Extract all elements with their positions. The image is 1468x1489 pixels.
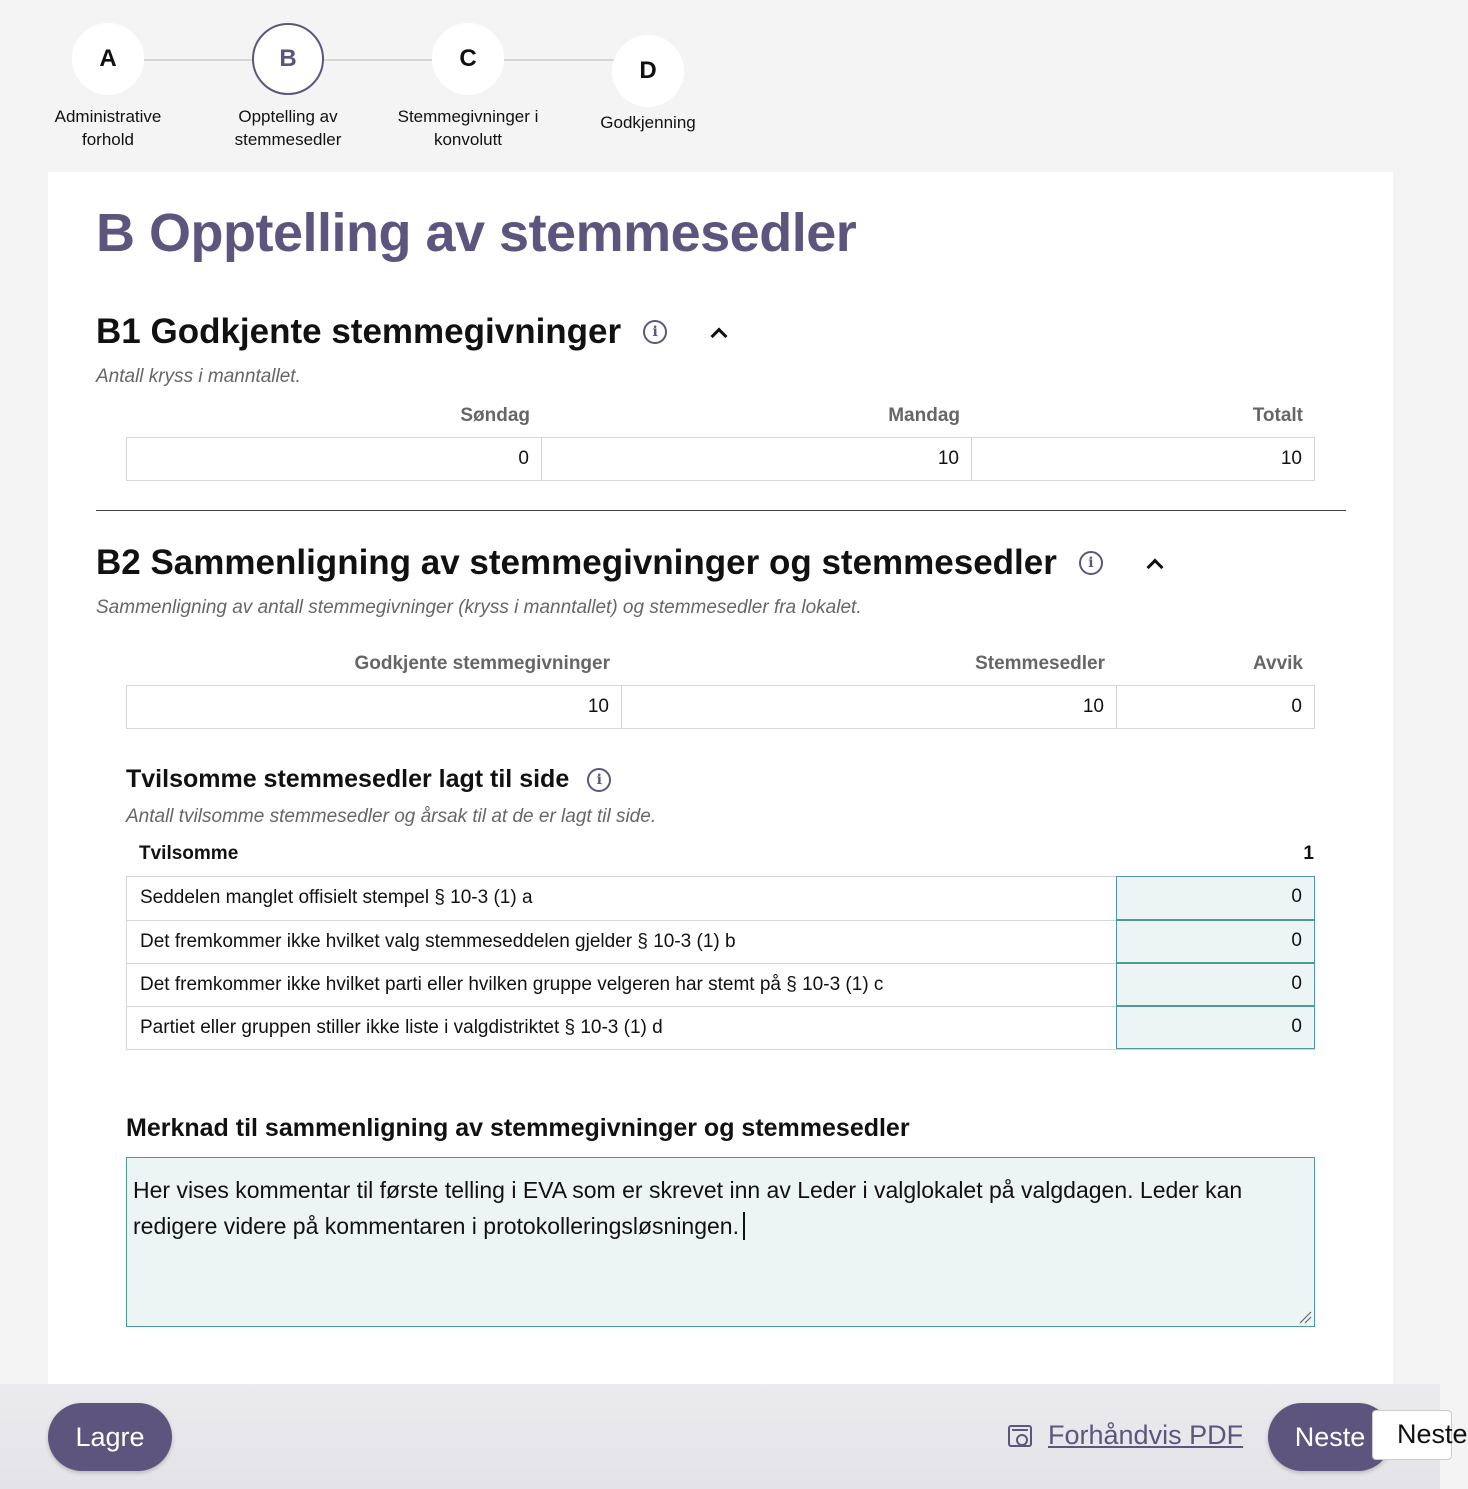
- b2-collapse-chevron-icon[interactable]: [1146, 559, 1163, 576]
- b2-header-approved: Godkjente stemmegivninger: [354, 653, 610, 674]
- b2-info-icon[interactable]: i: [1079, 551, 1103, 575]
- remark-text: Her vises kommentar til første telling i EVA som er skrevet inn av Leder i valglokalet på valgdagen. Leder kan redigere videre på kommentaren i protokolleringsløsningen.: [133, 1177, 1243, 1239]
- table-row: [127, 920, 1314, 963]
- b2-title: B2 Sammenligning av stemmegivninger og stemmesedler: [96, 543, 1057, 582]
- b2-header-ballots: Stemmesedler: [975, 653, 1105, 674]
- table-row: [127, 877, 1314, 920]
- preview-eye-icon: [1008, 1425, 1032, 1447]
- preview-pdf-link[interactable]: [1008, 1420, 1243, 1451]
- next-tooltip: Neste: [1372, 1410, 1452, 1460]
- step-d-circle: D: [612, 35, 684, 107]
- doubtful-title-row: [126, 765, 611, 794]
- table-row: [127, 1006, 1314, 1049]
- doubtful-count-input-c[interactable]: 0: [1116, 963, 1315, 1006]
- b1-header-sunday: Søndag: [460, 405, 530, 426]
- b1-header-monday: Mandag: [888, 405, 960, 426]
- b1-title: B1 Godkjente stemmegivninger: [96, 312, 622, 351]
- b2-ballots-value: 10: [621, 685, 1117, 729]
- doubtful-info-icon[interactable]: i: [587, 768, 611, 792]
- doubtful-header-label: Tvilsomme: [139, 843, 239, 864]
- doubtful-count-input-b[interactable]: 0: [1116, 920, 1315, 963]
- step-a-circle: A: [72, 23, 144, 95]
- doubtful-reason-label: Det fremkommer ikke hvilket parti eller hvilken gruppe velgeren har stemt på § 10-3 (1) c: [140, 974, 884, 995]
- text-caret: [743, 1212, 745, 1240]
- resize-handle-icon[interactable]: [1298, 1310, 1312, 1324]
- doubtful-subtitle: Antall tvilsomme stemmesedler og årsak til at de er lagt til side.: [126, 806, 657, 827]
- doubtful-header-total: 1: [1303, 843, 1314, 864]
- b2-title-row: [96, 543, 1161, 583]
- doubtful-count-input-d[interactable]: 0: [1116, 1006, 1315, 1049]
- progress-stepper: [0, 0, 1440, 172]
- step-b[interactable]: [188, 23, 388, 151]
- doubtful-count-input-a[interactable]: 0: [1116, 876, 1315, 920]
- step-c[interactable]: [368, 23, 568, 151]
- step-a[interactable]: [8, 23, 208, 151]
- page-title: B Opptelling av stemmesedler: [96, 203, 857, 263]
- remark-label: Merknad til sammenligning av stemmegivninger og stemmesedler: [126, 1114, 910, 1142]
- b2-header-deviation: Avvik: [1253, 653, 1303, 674]
- doubtful-reason-label: Partiet eller gruppen stiller ikke liste i valgdistriktet § 10-3 (1) d: [140, 1017, 663, 1038]
- doubtful-title: Tvilsomme stemmesedler lagt til side: [126, 765, 570, 793]
- b1-total-value: 10: [971, 437, 1315, 481]
- preview-pdf-label: Forhåndvis PDF: [1048, 1420, 1244, 1450]
- footer-bar: [0, 1384, 1468, 1489]
- step-a-label: Administrative forhold: [54, 107, 162, 149]
- step-b-circle: B: [252, 23, 324, 95]
- main-card: [48, 172, 1393, 1384]
- b1-info-icon[interactable]: i: [643, 320, 667, 344]
- doubtful-table: [126, 876, 1315, 1050]
- b1-sunday-value: 0: [126, 437, 542, 481]
- b1-subtitle: Antall kryss i manntallet.: [96, 366, 301, 387]
- step-c-circle: C: [432, 23, 504, 95]
- b2-subtitle: Sammenligning av antall stemmegivninger (kryss i manntallet) og stemmesedler fra lokalet.: [96, 597, 862, 618]
- save-button[interactable]: Lagre: [48, 1403, 172, 1471]
- section-divider: [96, 510, 1346, 511]
- step-d-label: Godkjenning: [600, 113, 696, 132]
- b2-approved-value: 10: [126, 685, 622, 729]
- b1-title-row: [96, 312, 725, 352]
- step-d[interactable]: [548, 35, 748, 134]
- table-row: [127, 963, 1314, 1006]
- step-c-label: Stemmegivninger i konvolutt: [397, 107, 539, 149]
- b1-monday-value: 10: [541, 437, 972, 481]
- step-b-label: Opptelling av stemmesedler: [234, 107, 342, 149]
- next-button[interactable]: Neste: [1268, 1403, 1392, 1471]
- b1-header-total: Totalt: [1252, 405, 1303, 426]
- remark-textarea[interactable]: [126, 1157, 1315, 1327]
- doubtful-reason-label: Det fremkommer ikke hvilket valg stemmeseddelen gjelder § 10-3 (1) b: [140, 931, 736, 952]
- doubtful-reason-label: Seddelen manglet offisielt stempel § 10-3 (1) a: [140, 887, 533, 908]
- b2-deviation-value: 0: [1116, 685, 1315, 729]
- b1-collapse-chevron-icon[interactable]: [711, 328, 728, 345]
